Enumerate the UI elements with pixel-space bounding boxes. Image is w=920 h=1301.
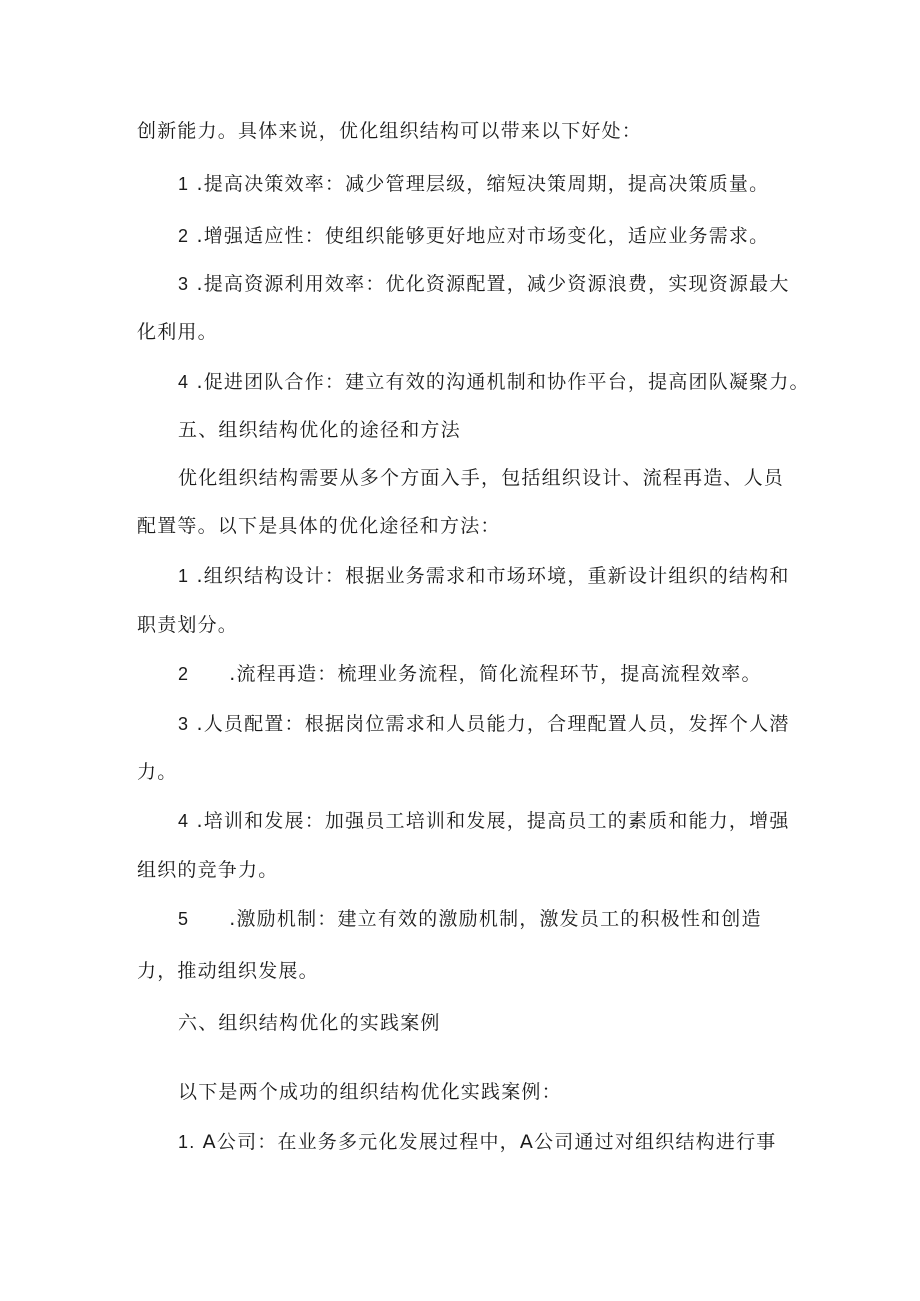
list-item-text: 人员配置：根据岗位需求和人员能力，合理配置人员，发挥个人潜 bbox=[203, 713, 790, 735]
list-item: 4 .培训和发展：加强员工培训和发展，提高员工的素质和能力，增强 bbox=[178, 810, 790, 832]
list-number: 2 bbox=[178, 664, 190, 684]
list-item: 3 .人员配置：根据岗位需求和人员能力，合理配置人员，发挥个人潜 bbox=[178, 713, 790, 735]
list-number: 3 bbox=[178, 274, 190, 294]
list-number: 3 bbox=[178, 714, 190, 734]
paragraph-line: 力。 bbox=[137, 761, 178, 783]
list-item-text: A公司：在业务多元化发展过程中，A公司通过对组织结构进行事 bbox=[202, 1131, 777, 1153]
list-item: 2 .流程再造：梳理业务流程，简化流程环节，提高流程效率。 bbox=[178, 663, 762, 685]
list-item: 1 .组织结构设计：根据业务需求和市场环境，重新设计组织的结构和 bbox=[178, 565, 790, 587]
list-number: 5 bbox=[178, 909, 190, 929]
section-heading: 五、组织结构优化的途径和方法 bbox=[178, 419, 461, 441]
list-number: 1 bbox=[178, 566, 190, 586]
list-item-text: 提高决策效率：减少管理层级，缩短决策周期，提高决策质量。 bbox=[203, 173, 770, 195]
paragraph-line: 组织的竞争力。 bbox=[137, 859, 279, 881]
list-item bbox=[178, 1130, 776, 1154]
list-item: 3 .提高资源利用效率：优化资源配置，减少资源浪费，实现资源最大 bbox=[178, 273, 790, 295]
paragraph-line: 优化组织结构需要从多个方面入手，包括组织设计、流程再造、人员 bbox=[178, 467, 785, 489]
paragraph-line: 职责划分。 bbox=[137, 614, 239, 636]
list-item: 2 .增强适应性：使组织能够更好地应对市场变化，适应业务需求。 bbox=[178, 225, 770, 247]
section-heading: 六、组织结构优化的实践案例 bbox=[178, 1012, 441, 1034]
list-item: 1 .提高决策效率：减少管理层级，缩短决策周期，提高决策质量。 bbox=[178, 173, 770, 195]
paragraph-line: 化利用。 bbox=[137, 321, 218, 343]
list-number: 1. bbox=[178, 1132, 196, 1152]
list-item-text: 组织结构设计：根据业务需求和市场环境，重新设计组织的结构和 bbox=[203, 565, 790, 587]
list-item-text: 培训和发展：加强员工培训和发展，提高员工的素质和能力，增强 bbox=[203, 810, 790, 832]
paragraph-line: 创新能力。具体来说，优化组织结构可以带来以下好处： bbox=[137, 120, 643, 142]
list-item-text: 促进团队合作：建立有效的沟通机制和协作平台，提高团队凝聚力。 bbox=[203, 371, 810, 393]
list-number: 4 bbox=[178, 372, 190, 392]
list-item: 5 .激励机制：建立有效的激励机制，激发员工的积极性和创造 bbox=[178, 908, 762, 930]
list-number: 2 bbox=[178, 226, 190, 246]
list-number: 4 bbox=[178, 811, 190, 831]
paragraph-line: 配置等。以下是具体的优化途径和方法： bbox=[137, 515, 501, 537]
list-item-text: 流程再造：梳理业务流程，简化流程环节，提高流程效率。 bbox=[236, 663, 762, 685]
list-item-text: 激励机制：建立有效的激励机制，激发员工的积极性和创造 bbox=[236, 908, 762, 930]
list-item-text: 增强适应性：使组织能够更好地应对市场变化，适应业务需求。 bbox=[203, 225, 770, 247]
list-item: 4 .促进团队合作：建立有效的沟通机制和协作平台，提高团队凝聚力。 bbox=[178, 371, 810, 393]
list-item-text: 提高资源利用效率：优化资源配置，减少资源浪费，实现资源最大 bbox=[203, 273, 790, 295]
paragraph-line: 以下是两个成功的组织结构优化实践案例： bbox=[178, 1081, 562, 1103]
list-number: 1 bbox=[178, 174, 190, 194]
paragraph-line: 力，推动组织发展。 bbox=[137, 960, 319, 982]
